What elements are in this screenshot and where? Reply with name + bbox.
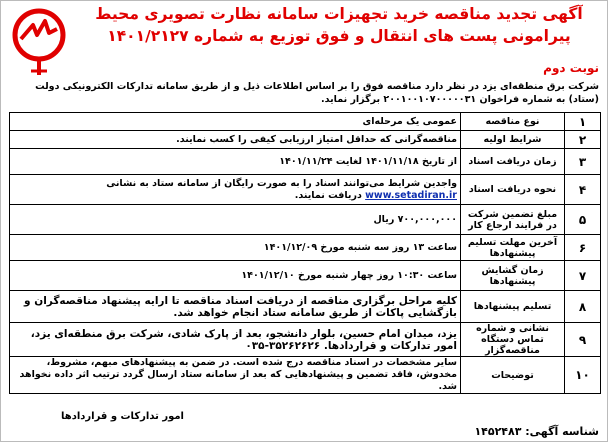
row-number: ۷ [565, 261, 601, 291]
row-label: تسلیم پیشنهادها [461, 291, 565, 323]
table-row [10, 205, 601, 235]
table-row [10, 175, 601, 205]
row-label: توضیحات [461, 357, 565, 394]
round-label: نوبت دوم [543, 61, 599, 75]
row-label: نوع مناقصه [461, 113, 565, 131]
announcement-title [79, 3, 599, 47]
row-value: مناقصه‌گرانی که حداقل امتیاز ارزیابی کیفی را کسب نمایند. [10, 131, 461, 149]
table-row [10, 235, 601, 261]
row-number: ۸ [565, 291, 601, 323]
ad-identifier: شناسه آگهی: ۱۴۵۲۴۸۳ [474, 425, 599, 438]
row-value: سایر مشخصات در اسناد مناقصه درج شده است. در ضمن به پیشنهادهای مبهم، مشروط، مخدوش، فاقد تضمین و پیشنهادهایی که بعد از سامانه ستاد ارسال گردد ترتیب اثر داده نخواهد شد. [10, 357, 461, 394]
row-label: نحوه دریافت اسناد [461, 175, 565, 205]
row-label: مبلغ تضمین شرکت در فرایند ارجاع کار [461, 205, 565, 235]
row-number: ۵ [565, 205, 601, 235]
intro-text: شرکت برق منطقه‌ای یزد در نظر دارد مناقصه فوق را بر اساس اطلاعات ذیل و از طریق سامانه تدارکات الکترونیکی دولت (ستاد) به شماره فراخوان ۲۰۰۱۰۰۱۰۷۰۰۰۰۰۳۱ برگزار نماید. [35, 81, 599, 105]
row-number: ۹ [565, 323, 601, 357]
row-number: ۳ [565, 149, 601, 175]
row-number: ۶ [565, 235, 601, 261]
table-row [10, 323, 601, 357]
table-row [10, 131, 601, 149]
row-number: ۱ [565, 113, 601, 131]
row-value: ۷۰۰,۰۰۰,۰۰۰ ریال [10, 205, 461, 235]
row-label: شرایط اولیه [461, 131, 565, 149]
row-label: نشانی و شماره تماس دستگاه مناقصه‌گزار [461, 323, 565, 357]
row-value: عمومی یک مرحله‌ای [10, 113, 461, 131]
table-row [10, 291, 601, 323]
table-row [10, 149, 601, 175]
documents-text: واجدین شرایط می‌توانند اسناد را به صورت رایگان از سامانه ستاد به نشانی [106, 177, 457, 189]
table-row [10, 113, 601, 131]
title-line-1: آگهی تجدید مناقصه خرید تجهیزات سامانه نظارت تصویری محیط [95, 5, 583, 23]
tender-details-table [9, 112, 601, 394]
table-row [10, 357, 601, 394]
row-value [10, 175, 461, 205]
row-number: ۲ [565, 131, 601, 149]
row-label: زمان گشایش پیشنهادها [461, 261, 565, 291]
electricity-company-logo-icon [7, 5, 71, 79]
table-row [10, 261, 601, 291]
row-number: ۱۰ [565, 357, 601, 394]
documents-suffix: دریافت نمایند. [294, 189, 362, 201]
row-value: از تاریخ ۱۴۰۱/۱۱/۱۸ لغایت ۱۴۰۱/۱۱/۲۴ [10, 149, 461, 175]
row-label: زمان دریافت اسناد [461, 149, 565, 175]
setadiran-link[interactable]: www.setadiran.ir [365, 189, 457, 201]
row-value: ساعت ۱۳ روز سه شنبه مورخ ۱۴۰۱/۱۲/۰۹ [10, 235, 461, 261]
row-number: ۴ [565, 175, 601, 205]
row-value: یزد، میدان امام حسین، بلوار دانشجو، بعد از پارک شادی، شرکت برق منطقه‌ای یزد، امور تدارکات و قراردادها. ۳۵۲۶۲۶۲۶-۰۳۵ [10, 323, 461, 357]
row-value: کلیه مراحل برگزاری مناقصه از دریافت اسناد مناقصه تا ارایه پیشنهاد مناقصه‌گران و بازگشایی پاکات از طریق سامانه ستاد انجام خواهد شد. [10, 291, 461, 323]
row-label: آخرین مهلت تسلیم پیشنهادها [461, 235, 565, 261]
issuing-department: امور تدارکات و قراردادها [61, 411, 184, 422]
row-value: ساعت ۱۰:۳۰ روز چهار شنبه مورخ ۱۴۰۱/۱۲/۱۰ [10, 261, 461, 291]
title-line-2: پیرامونی پست های انتقال و فوق توزیع به شماره ۱۴۰۱/۲۱۲۷ [107, 27, 571, 45]
